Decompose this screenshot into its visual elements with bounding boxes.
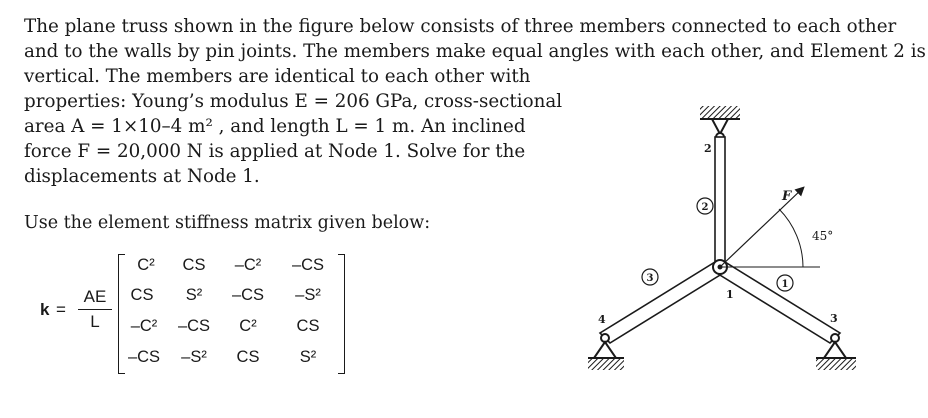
matrix-cell: S² [299, 348, 317, 366]
matrix-cell: –C² [234, 256, 262, 274]
node-1-label: 1 [726, 288, 734, 301]
element-1-label: 1 [781, 279, 789, 290]
left-ground [588, 359, 624, 370]
element-3-label: 3 [646, 273, 654, 284]
angle-label: 45° [812, 229, 834, 243]
stiffness-matrix [40, 250, 360, 380]
matrix-cell: –CS [177, 317, 211, 335]
angle-arc [779, 209, 803, 267]
matrix-cell: CS [130, 286, 154, 304]
element-2 [715, 137, 725, 267]
element-1 [715, 262, 840, 343]
matrix-cell: –S² [295, 286, 321, 304]
truss-diagram [588, 96, 888, 386]
matrix-cell: C² [137, 256, 155, 274]
matrix-cell: –CS [127, 348, 161, 366]
node-4-label: 4 [598, 313, 606, 326]
matrix-cell: CS [182, 256, 206, 274]
matrix-coefficient [74, 287, 116, 332]
matrix-cell: –CS [291, 256, 325, 274]
matrix-cell: –S² [181, 348, 207, 366]
problem-line-3: vertical. The members are identical to each other with [24, 66, 531, 87]
matrix-cell: CS [236, 348, 260, 366]
right-bracket [338, 254, 345, 374]
problem-line-4: properties: Young’s modulus E = 206 GPa, cross-sectional [24, 91, 563, 112]
matrix-cell: S² [185, 286, 203, 304]
problem-line-2: and to the walls by pin joints. The members make equal angles with each other, and Element 2 is [24, 41, 926, 62]
matrix-cell: CS [296, 317, 320, 335]
force-label: F [782, 189, 792, 204]
matrix-symbol: k [40, 300, 50, 319]
right-ground [816, 359, 856, 370]
problem-line-7: displacements at Node 1. [24, 166, 260, 187]
element-3 [600, 262, 725, 343]
problem-line-6: force F = 20,000 N is applied at Node 1. Solve for the [24, 141, 526, 162]
problem-line-1: The plane truss shown in the figure below consists of three members connected to each other [24, 16, 897, 37]
matrix-cell: C² [239, 317, 257, 335]
matrix-cell: –CS [231, 286, 265, 304]
left-support [594, 342, 616, 358]
coefficient-numerator: AE [83, 287, 107, 306]
top-support [712, 119, 728, 134]
coefficient-denominator: L [90, 312, 100, 331]
right-support [824, 342, 846, 358]
problem-line-5: area A = 1×10–4 m² , and length L = 1 m. An inclined [24, 116, 526, 137]
element-2-label: 2 [701, 202, 709, 213]
matrix-instruction: Use the element stiffness matrix given below: [24, 213, 431, 233]
matrix-equals: = [56, 300, 66, 319]
node-2-label: 2 [704, 142, 712, 155]
node-3-label: 3 [830, 312, 838, 325]
matrix-cell: –C² [130, 317, 158, 335]
top-wall [700, 106, 740, 119]
fraction-bar [78, 309, 112, 310]
